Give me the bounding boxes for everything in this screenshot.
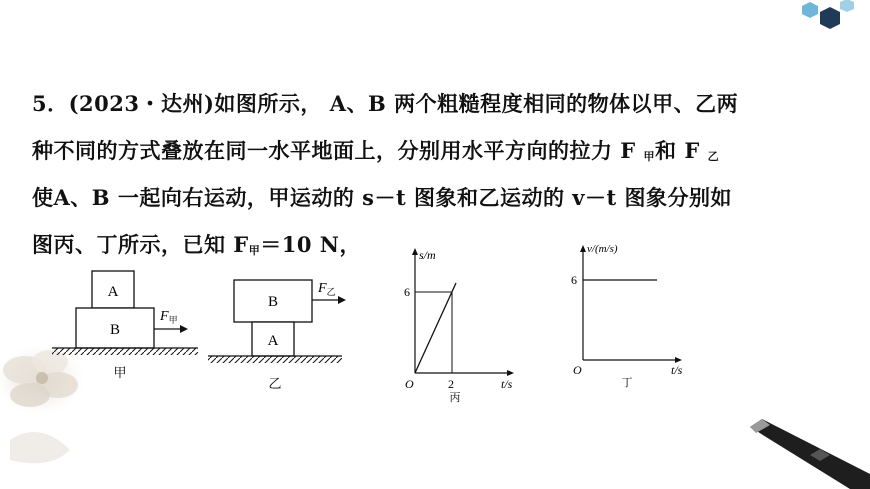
figure-yi <box>204 268 364 398</box>
block-b-label: B <box>109 322 121 338</box>
x-tick-label: 2 <box>448 377 454 391</box>
figure-ding-vt-graph <box>565 240 695 390</box>
ground-hatch <box>52 348 198 355</box>
y-axis-arrow <box>412 248 418 255</box>
block-b-label: B <box>267 294 279 310</box>
question-line-2-text-b: 和 F <box>655 138 708 163</box>
s-t-line <box>415 283 456 373</box>
subscript-yi: 乙 <box>707 150 720 163</box>
force-arrow-head <box>338 296 346 304</box>
figure-jia-caption: 甲 <box>113 365 127 380</box>
x-axis-label: t/s <box>501 377 513 391</box>
question-text <box>32 80 852 268</box>
ground-hatch <box>208 356 342 363</box>
subscript-jia: 甲 <box>643 150 656 163</box>
question-line-4-text-b: ＝10 N， <box>260 232 361 257</box>
figure-jia <box>48 268 208 383</box>
question-line-3: 使A、B 一起向右运动，甲运动的 s－t 图象和乙运动的 v－t 图象分别如 <box>32 185 733 210</box>
y-tick-label: 6 <box>404 285 410 299</box>
figure-ding-caption: 丁 <box>621 377 633 389</box>
figure-bing-st-graph <box>395 245 530 405</box>
question-line-1: 5．(2023・达州)如图所示， A、B 两个粗糙程度相同的物体以甲、乙两 <box>32 91 739 116</box>
force-arrow-head <box>180 325 188 333</box>
y-axis-label: s/m <box>419 248 436 262</box>
block-a-label: A <box>107 284 119 300</box>
force-label: $F_乙$ <box>318 281 336 297</box>
x-axis-label: t/s <box>671 363 683 377</box>
hexagon-decoration-icon <box>792 0 862 32</box>
y-axis-arrow <box>580 245 586 252</box>
question-line-2 <box>32 127 852 174</box>
origin-label: O <box>405 377 414 391</box>
figure-yi-caption: 乙 <box>268 376 282 391</box>
x-axis-arrow <box>507 370 514 376</box>
block-a-label: A <box>267 333 279 349</box>
origin-label: O <box>573 363 582 377</box>
question-line-4-text: 图丙、丁所示，已知 F <box>32 232 249 257</box>
figure-bing-caption: 丙 <box>449 392 461 404</box>
question-line-2-text: 种不同的方式叠放在同一水平地面上，分别用水平方向的拉力 F <box>32 138 644 163</box>
y-tick-label: 6 <box>571 273 577 287</box>
subscript-jia-2: 甲 <box>248 244 261 257</box>
force-label: $F_甲$ <box>160 309 178 325</box>
y-axis-label: v/(m/s) <box>587 243 618 255</box>
pen-decoration-icon <box>750 419 870 489</box>
